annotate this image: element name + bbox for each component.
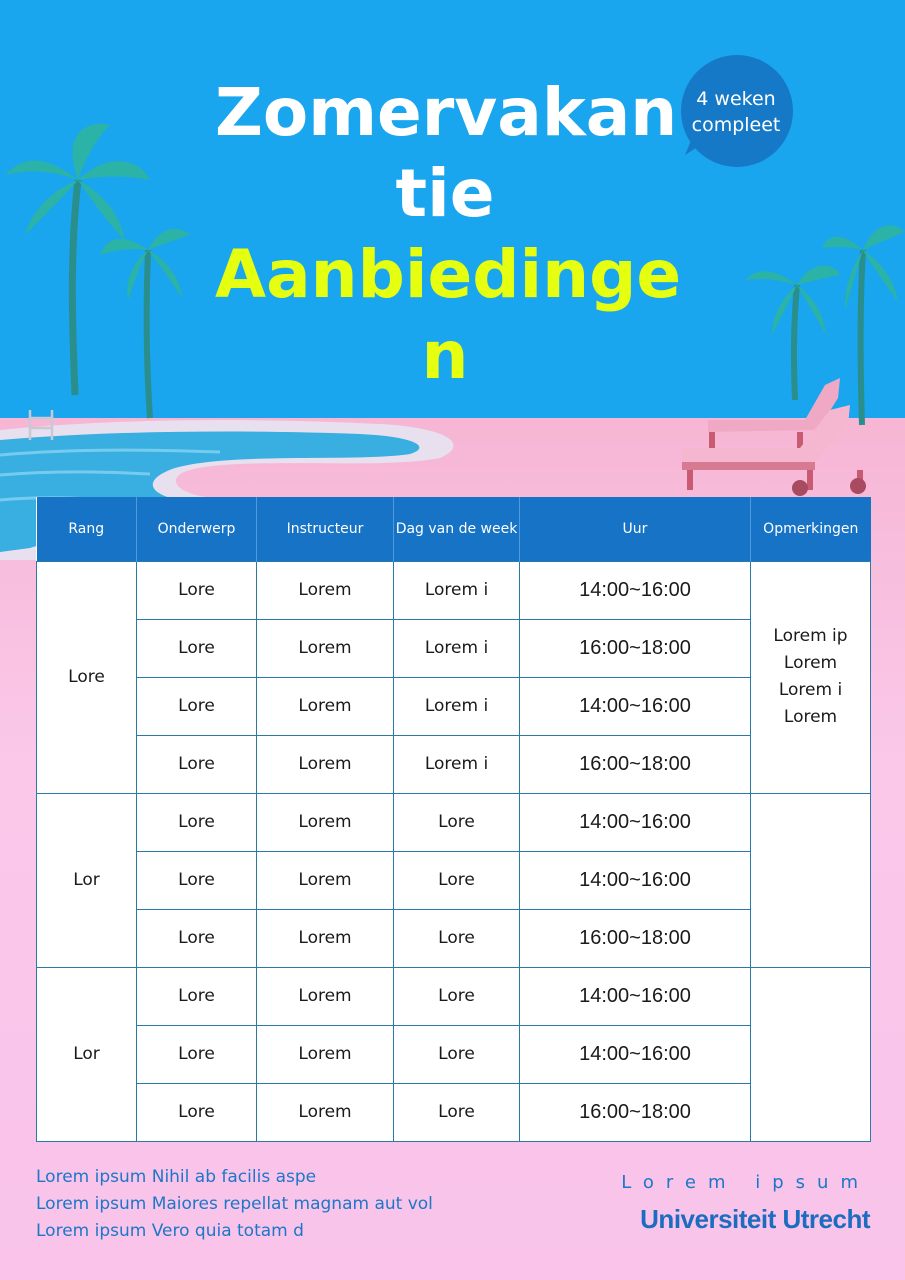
instructor-cell: Lorem (257, 1083, 394, 1141)
badge-line-1: 4 weken (696, 88, 776, 110)
rang-cell: Lore (37, 561, 137, 793)
instructor-cell: Lorem (257, 967, 394, 1025)
table-row (37, 561, 871, 619)
subject-cell: Lore (137, 851, 257, 909)
footer-note: Lorem ipsum Vero quia totam d (36, 1221, 304, 1241)
day-cell: Lorem i (394, 561, 520, 619)
table-row (37, 909, 871, 967)
day-cell: Lore (394, 1025, 520, 1083)
subject-cell: Lore (137, 1083, 257, 1141)
subject-cell: Lore (137, 1025, 257, 1083)
remark-cell (751, 561, 871, 793)
table-row (37, 967, 871, 1025)
day-cell: Lorem i (394, 619, 520, 677)
table-row (37, 851, 871, 909)
subject-cell: Lore (137, 793, 257, 851)
badge-line-2: compleet (691, 114, 781, 136)
header-dag: Dag van de week (394, 497, 520, 561)
badge-text (677, 86, 795, 138)
remark-line: Lorem (783, 653, 838, 673)
time-cell: 14:00~16:00 (520, 967, 751, 1025)
schedule-table (36, 497, 871, 1142)
subject-cell: Lore (137, 967, 257, 1025)
subject-cell: Lore (137, 677, 257, 735)
instructor-cell: Lorem (257, 1025, 394, 1083)
day-cell: Lore (394, 793, 520, 851)
time-cell: 14:00~16:00 (520, 1025, 751, 1083)
lounge-chairs-illustration (682, 378, 866, 496)
day-cell: Lore (394, 967, 520, 1025)
instructor-cell: Lorem (257, 619, 394, 677)
instructor-cell: Lorem (257, 561, 394, 619)
time-cell: 14:00~16:00 (520, 793, 751, 851)
header-onderwerp: Onderwerp (137, 497, 257, 561)
footer-note: Lorem ipsum Maiores repellat magnam aut vol (36, 1194, 433, 1214)
remark-cell-empty (751, 967, 871, 1141)
headline-line-1: Zomervakan (215, 74, 678, 151)
day-cell: Lore (394, 909, 520, 967)
day-cell: Lore (394, 851, 520, 909)
header-instructeur: Instructeur (257, 497, 394, 561)
organization-name: Universiteit Utrecht (640, 1204, 870, 1234)
subject-cell: Lore (137, 909, 257, 967)
table-row (37, 677, 871, 735)
time-cell: 14:00~16:00 (520, 677, 751, 735)
instructor-cell: Lorem (257, 851, 394, 909)
remark-line: Lorem (783, 707, 838, 727)
table-row (37, 793, 871, 851)
instructor-cell: Lorem (257, 735, 394, 793)
headline-line-4: n (421, 317, 469, 394)
table-row (37, 735, 871, 793)
remark-cell-empty (751, 793, 871, 967)
day-cell: Lore (394, 1083, 520, 1141)
remark-line: Lorem ip (773, 626, 848, 646)
header-opmerkingen: Opmerkingen (751, 497, 871, 561)
remark-line: Lorem i (778, 680, 843, 700)
subject-cell: Lore (137, 619, 257, 677)
schedule-table-container (36, 497, 870, 1142)
time-cell: 16:00~18:00 (520, 1083, 751, 1141)
table-row (37, 619, 871, 677)
subject-cell: Lore (137, 561, 257, 619)
headline-line-3: Aanbiedinge (215, 236, 682, 313)
time-cell: 14:00~16:00 (520, 851, 751, 909)
footer-note: Lorem ipsum Nihil ab facilis aspe (36, 1167, 317, 1187)
headline-yellow (215, 234, 682, 396)
footer-tagline: Lorem ipsum (621, 1172, 870, 1193)
header-uur: Uur (520, 497, 751, 561)
rang-cell: Lor (37, 793, 137, 967)
headline-line-2: tie (395, 155, 495, 232)
time-cell: 16:00~18:00 (520, 619, 751, 677)
header-rang: Rang (37, 497, 137, 561)
table-row (37, 1025, 871, 1083)
time-cell: 14:00~16:00 (520, 561, 751, 619)
instructor-cell: Lorem (257, 793, 394, 851)
footer-notes (36, 1164, 433, 1245)
table-header-row (37, 497, 871, 561)
palm-tree-left (5, 124, 190, 418)
time-cell: 16:00~18:00 (520, 735, 751, 793)
subject-cell: Lore (137, 735, 257, 793)
instructor-cell: Lorem (257, 909, 394, 967)
time-cell: 16:00~18:00 (520, 909, 751, 967)
day-cell: Lorem i (394, 735, 520, 793)
instructor-cell: Lorem (257, 677, 394, 735)
rang-cell: Lor (37, 967, 137, 1141)
day-cell: Lorem i (394, 677, 520, 735)
headline-white (215, 72, 678, 234)
table-row (37, 1083, 871, 1141)
